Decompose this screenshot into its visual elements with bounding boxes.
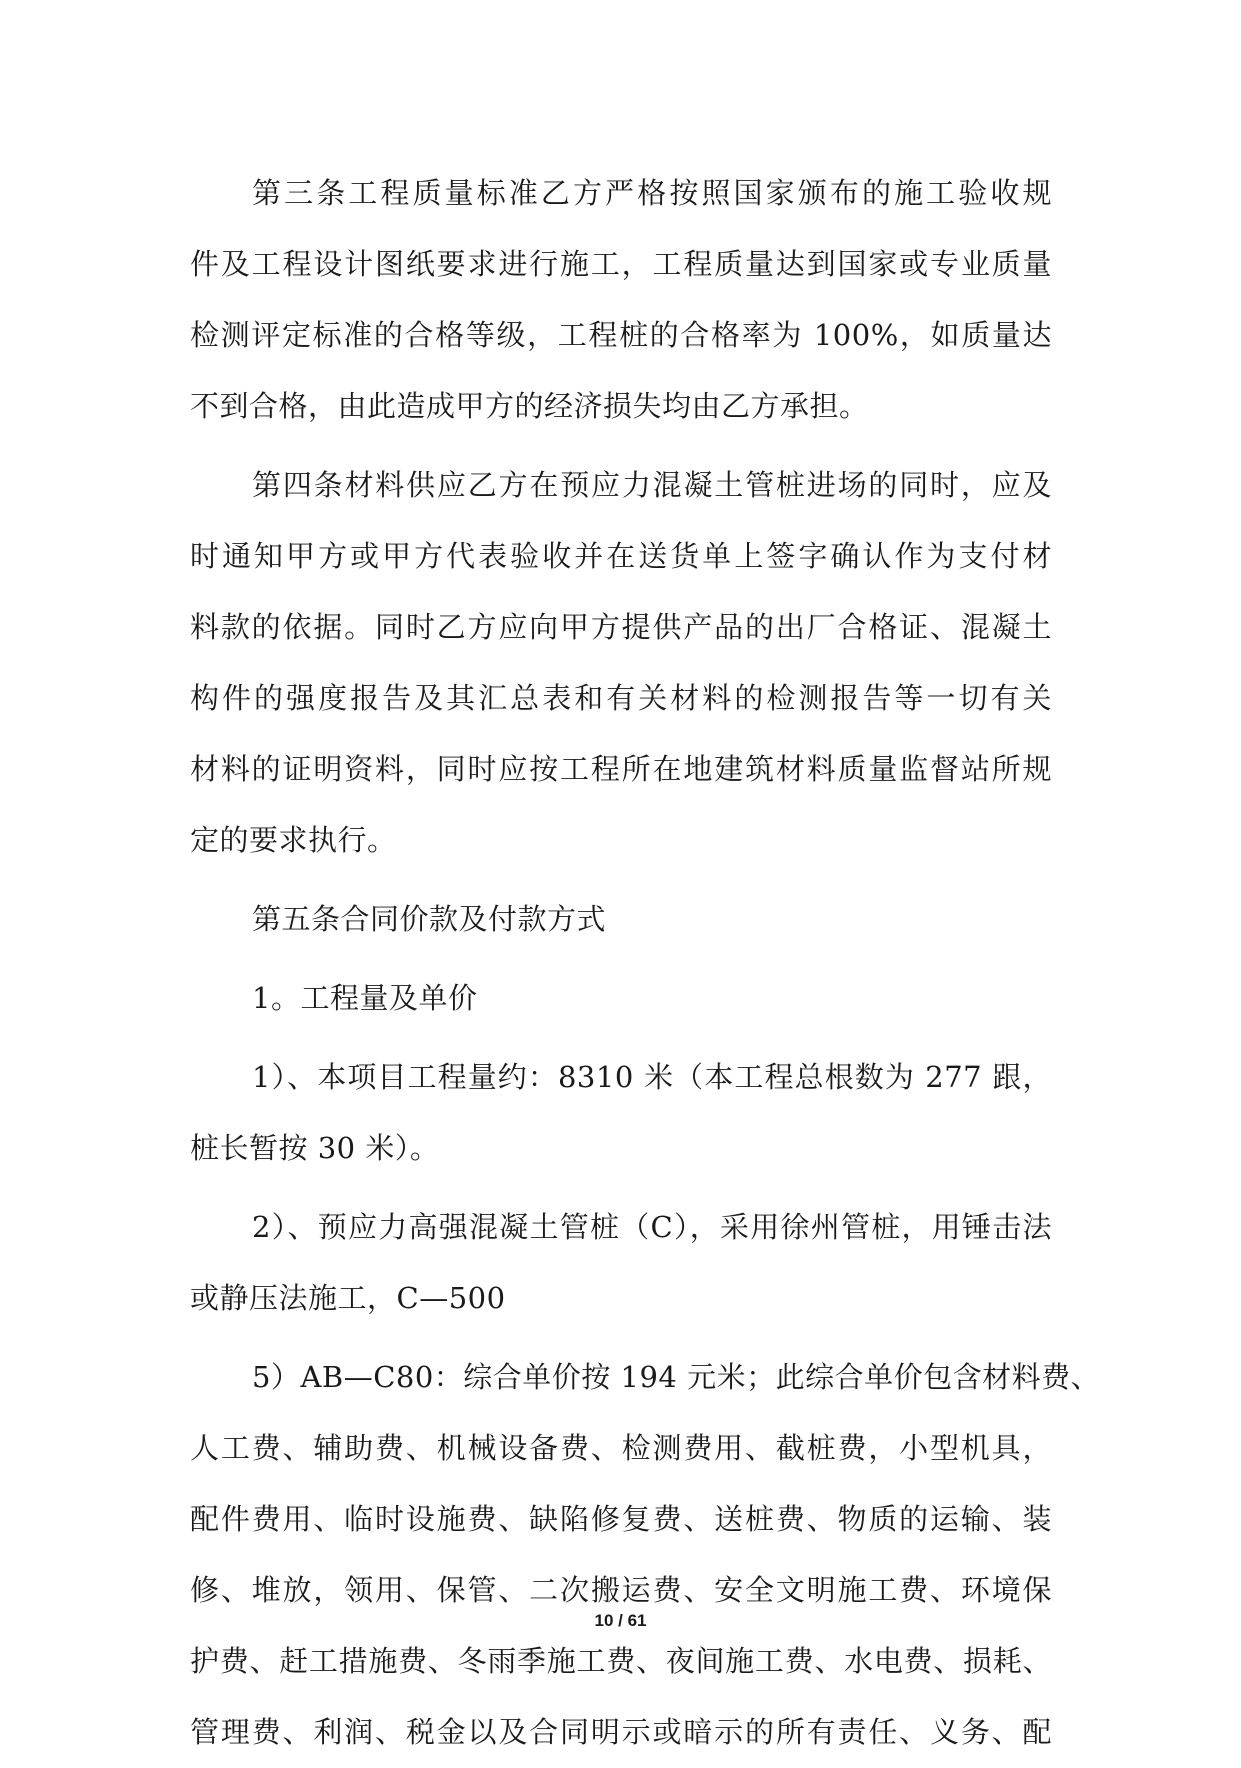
text-line: 1。工程量及单价 — [252, 981, 478, 1015]
text-line: 第四条材料供应乙方在预应力混凝土管桩进场的同时，应及 — [252, 468, 1052, 502]
text-line: 护费、赶工措施费、冬雨季施工费、夜间施工费、水电费、损耗、 — [190, 1644, 1052, 1678]
text-line: 1）、本项目工程量约：8310 米（本工程总根数为 277 跟， — [252, 1060, 1052, 1094]
text-line: 人工费、辅助费、机械设备费、检测费用、截桩费，小型机具， — [190, 1431, 1052, 1465]
subsection-heading — [190, 963, 1052, 1034]
paragraph — [190, 450, 1052, 876]
text-line: 检测评定标准的合格等级，工程桩的合格率为 100%，如质量达 — [190, 318, 1052, 352]
page-number: 10 / 61 — [594, 1611, 647, 1630]
text-line: 或静压法施工，C—500 — [190, 1281, 506, 1315]
text-line: 构件的强度报告及其汇总表和有关材料的检测报告等一切有关 — [190, 681, 1052, 715]
text-line: 不到合格，由此造成甲方的经济损失均由乙方承担。 — [190, 389, 869, 423]
text-line: 材料的证明资料，同时应按工程所在地建筑材料质量监督站所规 — [190, 752, 1052, 786]
paragraph — [190, 158, 1052, 442]
paragraph — [190, 1042, 1052, 1184]
text-line: 时通知甲方或甲方代表验收并在送货单上签字确认作为支付材 — [190, 539, 1052, 573]
section-heading — [190, 884, 1052, 955]
text-line: 第三条工程质量标准乙方严格按照国家颁布的施工验收规 — [252, 176, 1052, 210]
paragraph — [190, 1342, 1101, 1768]
text-line: 5）AB—C80：综合单价按 194 元米；此综合单价包含材料费、 — [252, 1360, 1101, 1394]
text-line: 第五条合同价款及付款方式 — [252, 902, 607, 936]
text-line: 桩长暂按 30 米）。 — [190, 1131, 440, 1165]
text-line: 料款的依据。同时乙方应向甲方提供产品的出厂合格证、混凝土 — [190, 610, 1052, 644]
text-line: 2）、预应力高强混凝土管桩（C），采用徐州管桩，用锤击法 — [252, 1210, 1052, 1244]
text-line: 管理费、利润、税金以及合同明示或暗示的所有责任、义务、配 — [190, 1715, 1052, 1749]
document-body — [190, 158, 1101, 1768]
text-line: 件及工程设计图纸要求进行施工，工程质量达到国家或专业质量 — [190, 247, 1052, 281]
paragraph — [190, 1192, 1052, 1334]
text-line: 修、堆放，领用、保管、二次搬运费、安全文明施工费、环境保 — [190, 1573, 1052, 1607]
text-line: 配件费用、临时设施费、缺陷修复费、送桩费、物质的运输、装 — [190, 1502, 1052, 1536]
text-line: 定的要求执行。 — [190, 823, 397, 857]
